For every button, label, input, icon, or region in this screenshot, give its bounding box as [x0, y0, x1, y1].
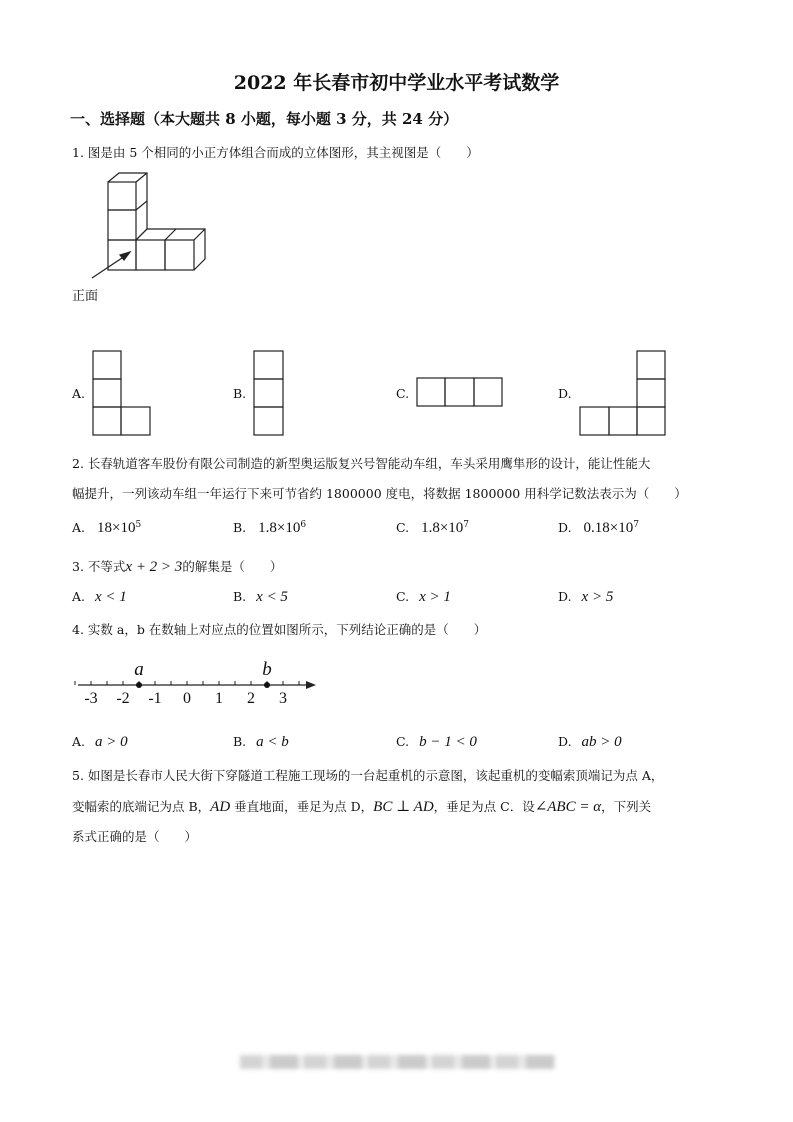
q2-option-d-label: D. — [558, 520, 572, 536]
q4-option-c-expr: b − 1 < 0 — [419, 734, 477, 750]
q3-inequality: x + 2 > 3 — [125, 559, 183, 575]
point-b-label: b — [262, 659, 272, 680]
number-line-tick-label: 1 — [215, 690, 223, 707]
q1-option-b-label[interactable]: B. — [233, 386, 247, 401]
q4-option-c-label: C. — [396, 734, 410, 749]
number-line-tick-label: 3 — [279, 690, 287, 707]
q2-option-c-label: C. — [396, 520, 410, 536]
q3-option-a-label: A. — [72, 589, 86, 604]
q1-option-c-label[interactable]: C. — [396, 386, 410, 401]
q4-option-d[interactable] — [558, 734, 622, 751]
question-5-line-1: 5. 如图是长春市人民大街下穿隧道工程施工现场的一台起重机的示意图，该起重机的变幅索顶端记为点 A， — [72, 768, 664, 783]
q2-option-a-exp: 5 — [135, 520, 142, 530]
q4-option-b[interactable] — [233, 734, 289, 751]
q4-number-line — [0, 655, 793, 710]
q4-option-c[interactable] — [396, 734, 477, 751]
q3-option-b-expr: x < 5 — [256, 589, 288, 605]
q5-line2-mid: 垂直地面，垂足为点 D， — [230, 799, 374, 814]
q3-option-c-expr: x > 1 — [419, 589, 451, 605]
q2-option-b-exp: 6 — [300, 520, 307, 530]
number-line-tick-label: -2 — [116, 690, 130, 707]
blurred-footer-watermark — [240, 1055, 555, 1069]
q4-option-d-label: D. — [558, 734, 572, 749]
number-line-arrow — [306, 681, 316, 689]
q5-line2-end: ，下列关 — [601, 799, 652, 814]
q1-option-a-figure — [92, 350, 152, 436]
page-title: 2022 年长春市初中学业水平考试数学 — [233, 72, 560, 94]
q2-option-a-mantissa: 18×10 — [97, 520, 136, 537]
question-2-line-1: 2. 长春轨道客车股份有限公司制造的新型奥运版复兴号智能动车组，车头采用鹰隼形的设计，能让性能大 — [72, 456, 651, 471]
q3-prefix: 3. 不等式 — [72, 559, 126, 574]
number-line-tick-label: -3 — [84, 690, 98, 707]
q1-option-c-figure — [416, 377, 504, 407]
q3-option-d-expr: x > 5 — [581, 589, 614, 605]
q3-option-c-label: C. — [396, 589, 410, 604]
q5-line2-post: ，垂足为点 C．设 — [433, 799, 535, 814]
q5-bc-perp-ad: BC ⊥ AD — [373, 799, 434, 815]
number-line-tick-label: 2 — [247, 690, 255, 707]
q2-option-b[interactable] — [233, 520, 306, 537]
question-5-line-3: 系式正确的是（ ） — [72, 829, 198, 844]
q4-option-a-label: A. — [72, 734, 86, 749]
point-a-dot — [136, 682, 142, 688]
point-a-label: a — [134, 659, 144, 680]
q3-option-b-label: B. — [233, 589, 247, 604]
q2-option-c-mantissa: 1.8×10 — [421, 520, 464, 537]
q4-option-a-expr: a > 0 — [95, 734, 128, 750]
q3-suffix: 的解集是（ ） — [182, 559, 283, 574]
q3-option-a-expr: x < 1 — [95, 589, 127, 605]
q3-option-d[interactable] — [558, 589, 613, 606]
number-line-tick-label: 0 — [183, 690, 191, 707]
q2-option-d[interactable] — [558, 520, 639, 537]
question-2-line-2: 幅提升，一列该动车组一年运行下来可节省约 1800000 度电，将数据 1800000 用科学记数法表示为（ ） — [72, 486, 687, 501]
q5-line2-pre: 变幅索的底端记为点 B， — [72, 799, 211, 814]
q4-option-d-expr: ab > 0 — [581, 734, 622, 750]
q2-option-a-label: A. — [72, 520, 86, 536]
question-5-line-2 — [72, 797, 651, 816]
front-view-label: 正面 — [72, 289, 99, 304]
q3-option-b[interactable] — [233, 589, 288, 606]
q1-option-d-label[interactable]: D. — [558, 386, 572, 401]
q5-angle: ∠ABC = α — [534, 799, 602, 815]
q3-option-d-label: D. — [558, 589, 572, 604]
q1-option-b-figure — [253, 350, 285, 436]
q2-option-c-exp: 7 — [463, 520, 470, 530]
q2-option-c[interactable] — [396, 520, 469, 537]
point-b-dot — [264, 682, 270, 688]
q2-option-d-exp: 7 — [633, 520, 639, 530]
q4-option-a[interactable] — [72, 734, 128, 751]
q2-option-a[interactable] — [72, 520, 141, 537]
q3-option-c[interactable] — [396, 589, 451, 606]
q5-ad: AD — [210, 799, 231, 815]
q1-option-d-figure — [579, 350, 667, 436]
q2-option-d-mantissa: 0.18×10 — [583, 520, 634, 537]
question-1-text: 1. 图是由 5 个相同的小正方体组合而成的立体图形，其主视图是（ ） — [72, 145, 479, 160]
question-4-text: 4. 实数 a，b 在数轴上对应点的位置如图所示，下列结论正确的是（ ） — [72, 622, 487, 637]
number-line-tick-label: -1 — [148, 690, 162, 707]
question-3-text — [72, 557, 282, 576]
q2-option-b-label: B. — [233, 520, 247, 536]
q3-option-a[interactable] — [72, 589, 127, 606]
q1-option-a-label[interactable]: A. — [72, 386, 86, 401]
q4-option-b-label: B. — [233, 734, 247, 749]
q4-option-b-expr: a < b — [256, 734, 289, 750]
section-heading: 一、选择题（本大题共 8 小题，每小题 3 分，共 24 分） — [70, 110, 459, 128]
q2-option-b-mantissa: 1.8×10 — [258, 520, 301, 537]
